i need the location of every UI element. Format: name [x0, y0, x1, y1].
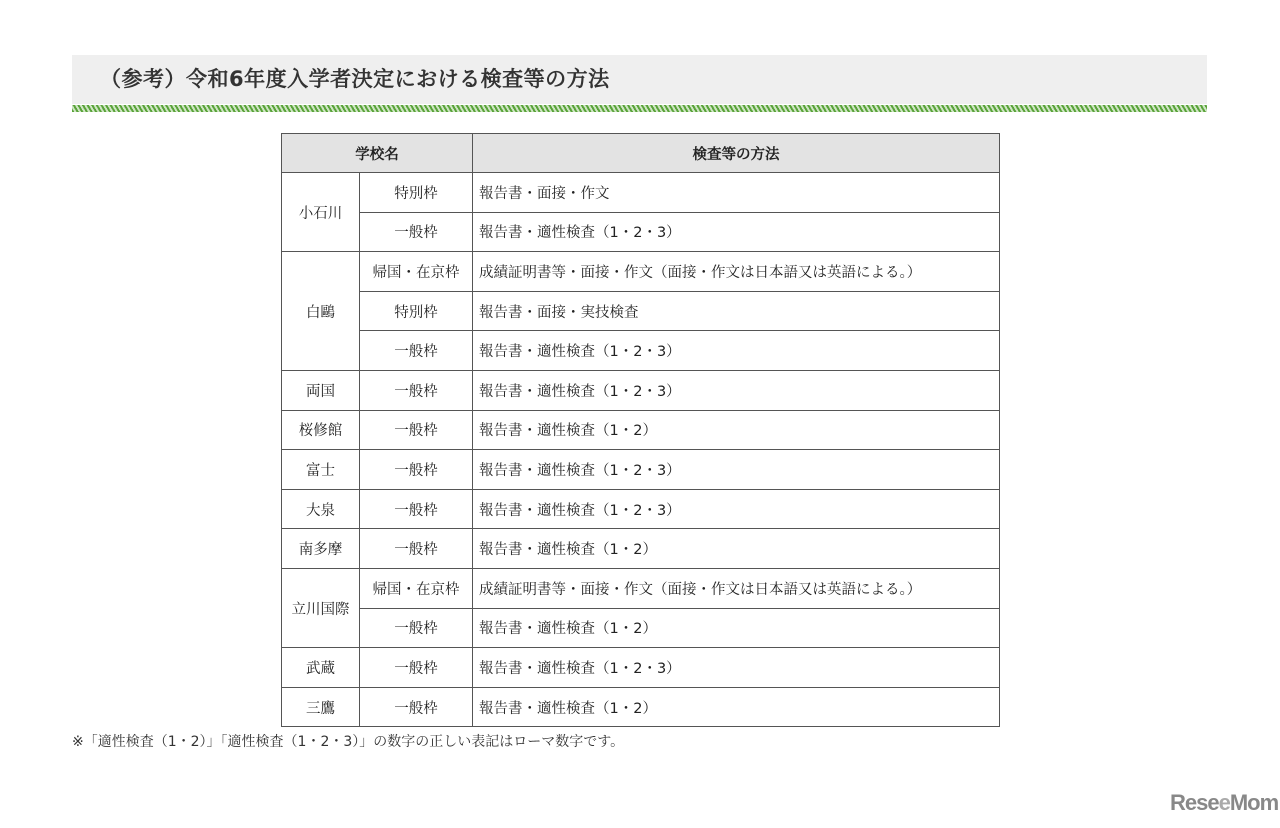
table-row [282, 331, 1000, 371]
admission-category: 一般枠 [360, 529, 473, 569]
exam-method: 報告書・適性検査（1・2） [473, 687, 1000, 727]
exam-method: 報告書・適性検査（1・2） [473, 608, 1000, 648]
school-name: 小石川 [282, 173, 360, 252]
school-name: 富士 [282, 450, 360, 490]
table-row [282, 529, 1000, 569]
admission-category: 一般枠 [360, 370, 473, 410]
admission-category: 一般枠 [360, 608, 473, 648]
admission-category: 特別枠 [360, 173, 473, 213]
exam-method: 報告書・適性検査（1・2・3） [473, 450, 1000, 490]
admission-category: 一般枠 [360, 410, 473, 450]
exam-method: 報告書・適性検査（1・2） [473, 529, 1000, 569]
school-name: 武蔵 [282, 648, 360, 688]
exam-method: 報告書・面接・実技検査 [473, 291, 1000, 331]
header-school: 学校名 [282, 134, 473, 173]
exam-methods-table [281, 133, 1000, 727]
header-method: 検査等の方法 [473, 134, 1000, 173]
admission-category: 一般枠 [360, 212, 473, 252]
table-row [282, 687, 1000, 727]
table-row [282, 212, 1000, 252]
admission-category: 一般枠 [360, 648, 473, 688]
admission-category: 一般枠 [360, 331, 473, 371]
admission-category: 一般枠 [360, 450, 473, 490]
exam-method: 報告書・面接・作文 [473, 173, 1000, 213]
exam-method: 報告書・適性検査（1・2・3） [473, 489, 1000, 529]
table-row [282, 450, 1000, 490]
page-title: （参考）令和6年度入学者決定における検査等の方法 [100, 67, 610, 91]
green-stripe-divider [72, 105, 1207, 112]
table-row [282, 291, 1000, 331]
school-name: 両国 [282, 370, 360, 410]
resemom-logo: ReseeMom [1170, 790, 1279, 815]
school-name: 大泉 [282, 489, 360, 529]
exam-method: 成績証明書等・面接・作文（面接・作文は日本語又は英語による。） [473, 252, 1000, 292]
admission-category: 帰国・在京枠 [360, 252, 473, 292]
school-name: 立川国際 [282, 568, 360, 647]
admission-category: 一般枠 [360, 489, 473, 529]
exam-method: 報告書・適性検査（1・2・3） [473, 212, 1000, 252]
school-name: 南多摩 [282, 529, 360, 569]
school-name: 三鷹 [282, 687, 360, 727]
table-row [282, 173, 1000, 213]
table-row [282, 648, 1000, 688]
exam-method: 成績証明書等・面接・作文（面接・作文は日本語又は英語による。） [473, 568, 1000, 608]
admission-category: 一般枠 [360, 687, 473, 727]
school-name: 桜修館 [282, 410, 360, 450]
table-row [282, 568, 1000, 608]
admission-category: 特別枠 [360, 291, 473, 331]
footnote: ※「適性検査（1・2）」「適性検査（1・2・3）」の数字の正しい表記はローマ数字です。 [72, 734, 625, 750]
table-row [282, 370, 1000, 410]
table-row [282, 608, 1000, 648]
exam-method: 報告書・適性検査（1・2・3） [473, 370, 1000, 410]
school-name: 白鷗 [282, 252, 360, 371]
table-row [282, 410, 1000, 450]
table-row [282, 489, 1000, 529]
table-row [282, 252, 1000, 292]
exam-method: 報告書・適性検査（1・2） [473, 410, 1000, 450]
exam-method: 報告書・適性検査（1・2・3） [473, 648, 1000, 688]
exam-method: 報告書・適性検査（1・2・3） [473, 331, 1000, 371]
admission-category: 帰国・在京枠 [360, 568, 473, 608]
